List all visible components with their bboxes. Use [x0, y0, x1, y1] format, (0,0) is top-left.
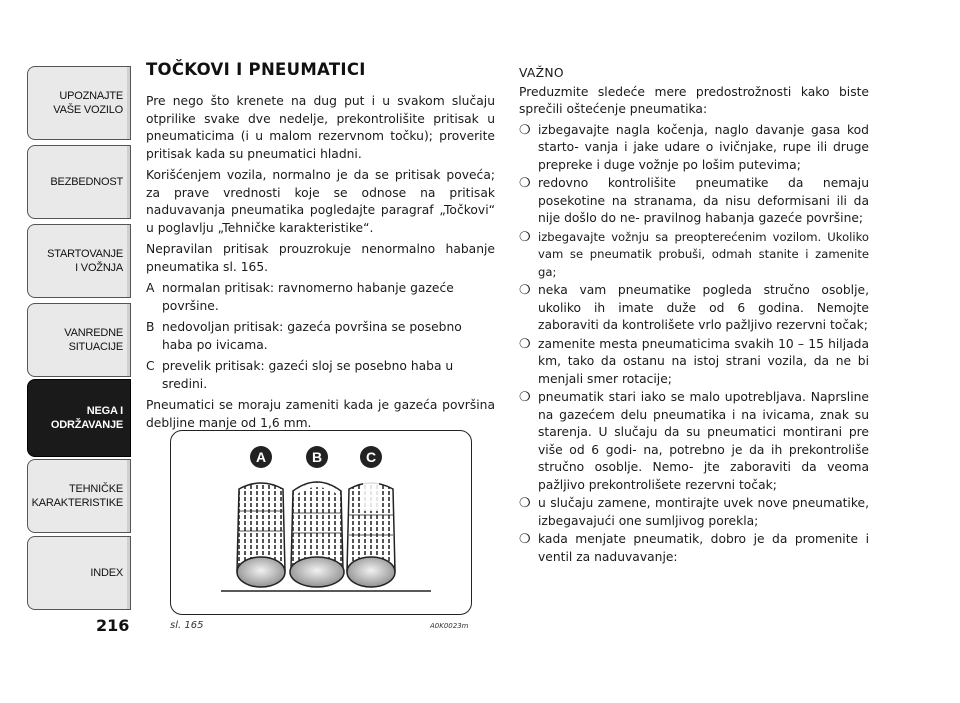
- precautions-list: [519, 122, 869, 567]
- list-item: [519, 531, 869, 566]
- badge-c: [360, 446, 382, 468]
- item-text: izbegavajte vožnju sa preopterećenim vozilom. Ukoliko vam se pneumatik probuši, odmah stanite i zamenite ga;: [538, 229, 869, 279]
- item-text: prevelik pritisak: gazeći sloj se posebno haba u sredini.: [162, 359, 454, 391]
- tab-label: NEGA I: [86, 405, 123, 417]
- important-heading: VAŽNO: [519, 66, 564, 80]
- tire-c-overinflated: [347, 480, 395, 588]
- list-item: [519, 175, 869, 228]
- list-item: [519, 282, 869, 335]
- page-number: 216: [96, 616, 130, 635]
- list-item: [519, 495, 869, 530]
- list-item: [146, 280, 495, 315]
- tire-illustration: [171, 431, 470, 613]
- item-text: u slučaju zamene, montirajte uvek nove pneumatike, izbegavajući one sumljivog porekla;: [538, 496, 869, 528]
- tab-label: VANREDNE: [64, 327, 123, 339]
- list-item: [519, 229, 869, 282]
- section-title: TOČKOVI I PNEUMATICI: [146, 60, 366, 79]
- tab-label: ODRŽAVANJE: [50, 419, 123, 431]
- list-item: [146, 358, 495, 393]
- list-item: [146, 319, 495, 354]
- tab-label: INDEX: [90, 567, 123, 579]
- item-text: zamenite mesta pneumaticima svakih 10 – 15 hiljada km, tako da ostanu na istoj strani vozila, da ne bi menjali smer rotacije;: [538, 336, 869, 386]
- tab-startovanje[interactable]: [27, 224, 131, 298]
- tire-b-underinflated: [290, 482, 344, 587]
- tab-tehnicke[interactable]: [27, 459, 131, 533]
- item-text: kada menjate pneumatik, dobro je da promenite i ventil za naduvavanje:: [538, 532, 869, 564]
- intro-paragraph: Preduzmite sledeće mere predostrožnosti kako biste sprečili oštećenje pneumatika:: [519, 84, 869, 116]
- bullet-icon: ❍: [519, 496, 531, 511]
- tab-upoznajte[interactable]: [27, 66, 131, 140]
- tab-label: SITUACIJE: [68, 341, 123, 353]
- badge-a: [250, 446, 272, 468]
- tire-a-normal: [237, 483, 285, 587]
- item-text: normalan pritisak: ravnomerno habanje gazeće površine.: [162, 281, 454, 313]
- tab-label: STARTOVANJE: [47, 248, 123, 260]
- bullet-icon: ❍: [519, 336, 531, 352]
- item-text: nedovoljan pritisak: gazeća površina se posebno haba po ivicama.: [162, 320, 462, 352]
- paragraph: Korišćenjem vozila, normalno je da se pritisak poveća; za prave vrednosti koje se odnose na pritisak naduvavanja pneumatika pogledajte paragraf „Točkovi“ u poglavlju „Tehničke karakteristike“.: [146, 168, 495, 235]
- item-text: redovno kontrolišite pneumatike da nemaju posekotine na stranama, da nisu deformisani ili da nije došlo do ne- pravilnog habanja gazeće površine;: [538, 176, 869, 225]
- tab-label: I VOŽNJA: [75, 262, 123, 274]
- tab-nega-active[interactable]: [27, 379, 131, 457]
- bullet-icon: ❍: [519, 176, 531, 191]
- left-column: [146, 60, 495, 436]
- item-key: A: [146, 281, 155, 295]
- wear-legend-list: [146, 280, 495, 393]
- tab-index[interactable]: [27, 536, 131, 610]
- tab-label: UPOZNAJTE: [59, 90, 123, 102]
- svg-text:A: A: [255, 449, 267, 465]
- tab-vanredne[interactable]: [27, 303, 131, 377]
- badge-b: [306, 446, 328, 468]
- item-text: pneumatik stari iako se malo upotrebljava. Naprsline na gazećem delu pneumatika i na ivicama, znak su starenja. U slučaju da su pneumatici montirani pre više od 6 godi- na, potrebno je da ih prekontroliše stručno osoblje. Nemo- jte zaboraviti da veoma pažljivo prekontrolišete rezervni točak;: [538, 390, 869, 492]
- bullet-icon: ❍: [519, 532, 531, 547]
- right-column: [519, 65, 869, 567]
- list-item: [519, 122, 869, 175]
- paragraph: Nepravilan pritisak prouzrokuje nenormalno habanje pneumatika sl. 165.: [146, 242, 495, 274]
- tab-bezbednost[interactable]: [27, 145, 131, 219]
- item-key: B: [146, 320, 155, 334]
- item-key: C: [146, 359, 155, 373]
- tab-label: BEZBEDNOST: [50, 176, 123, 188]
- tab-label: KARAKTERISTIKE: [31, 497, 123, 509]
- svg-text:B: B: [311, 449, 323, 465]
- svg-text:C: C: [365, 449, 377, 465]
- bullet-icon: ❍: [519, 283, 531, 298]
- list-item: [519, 389, 869, 494]
- bullet-icon: ❍: [519, 390, 531, 405]
- item-text: izbegavajte nagla kočenja, naglo davanje gasa kod starto- vanja i jake udare o ivičnjake, rupe ili druge prepreke i duge vožnje po lošim putevima;: [538, 122, 869, 172]
- figure-code: A0K0023m: [430, 622, 469, 630]
- tab-label: TEHNIČKE: [68, 483, 123, 495]
- paragraph: Pre nego što krenete na dug put i u svakom slučaju otprilike svake dve nedelje, prekontrolišite pritisak u pneumaticima (i u malom rezervnom točku); proverite pritisak kada su pneumatici hladni.: [146, 94, 495, 161]
- paragraph: Pneumatici se moraju zameniti kada je gazeća površina debljine manje od 1,6 mm.: [146, 398, 495, 430]
- tab-label: VAŠE VOZILO: [53, 104, 123, 116]
- bullet-icon: ❍: [519, 229, 531, 245]
- bullet-icon: ❍: [519, 122, 531, 138]
- item-text: neka vam pneumatike pogleda stručno osoblje, ukoliko ih imate duže od 6 godina. Nemojte zaboraviti da kontrolišete vrlo pažljivo rezervni točak;: [538, 283, 869, 332]
- tire-wear-figure: [170, 430, 472, 615]
- list-item: [519, 336, 869, 389]
- figure-caption: sl. 165: [170, 620, 204, 631]
